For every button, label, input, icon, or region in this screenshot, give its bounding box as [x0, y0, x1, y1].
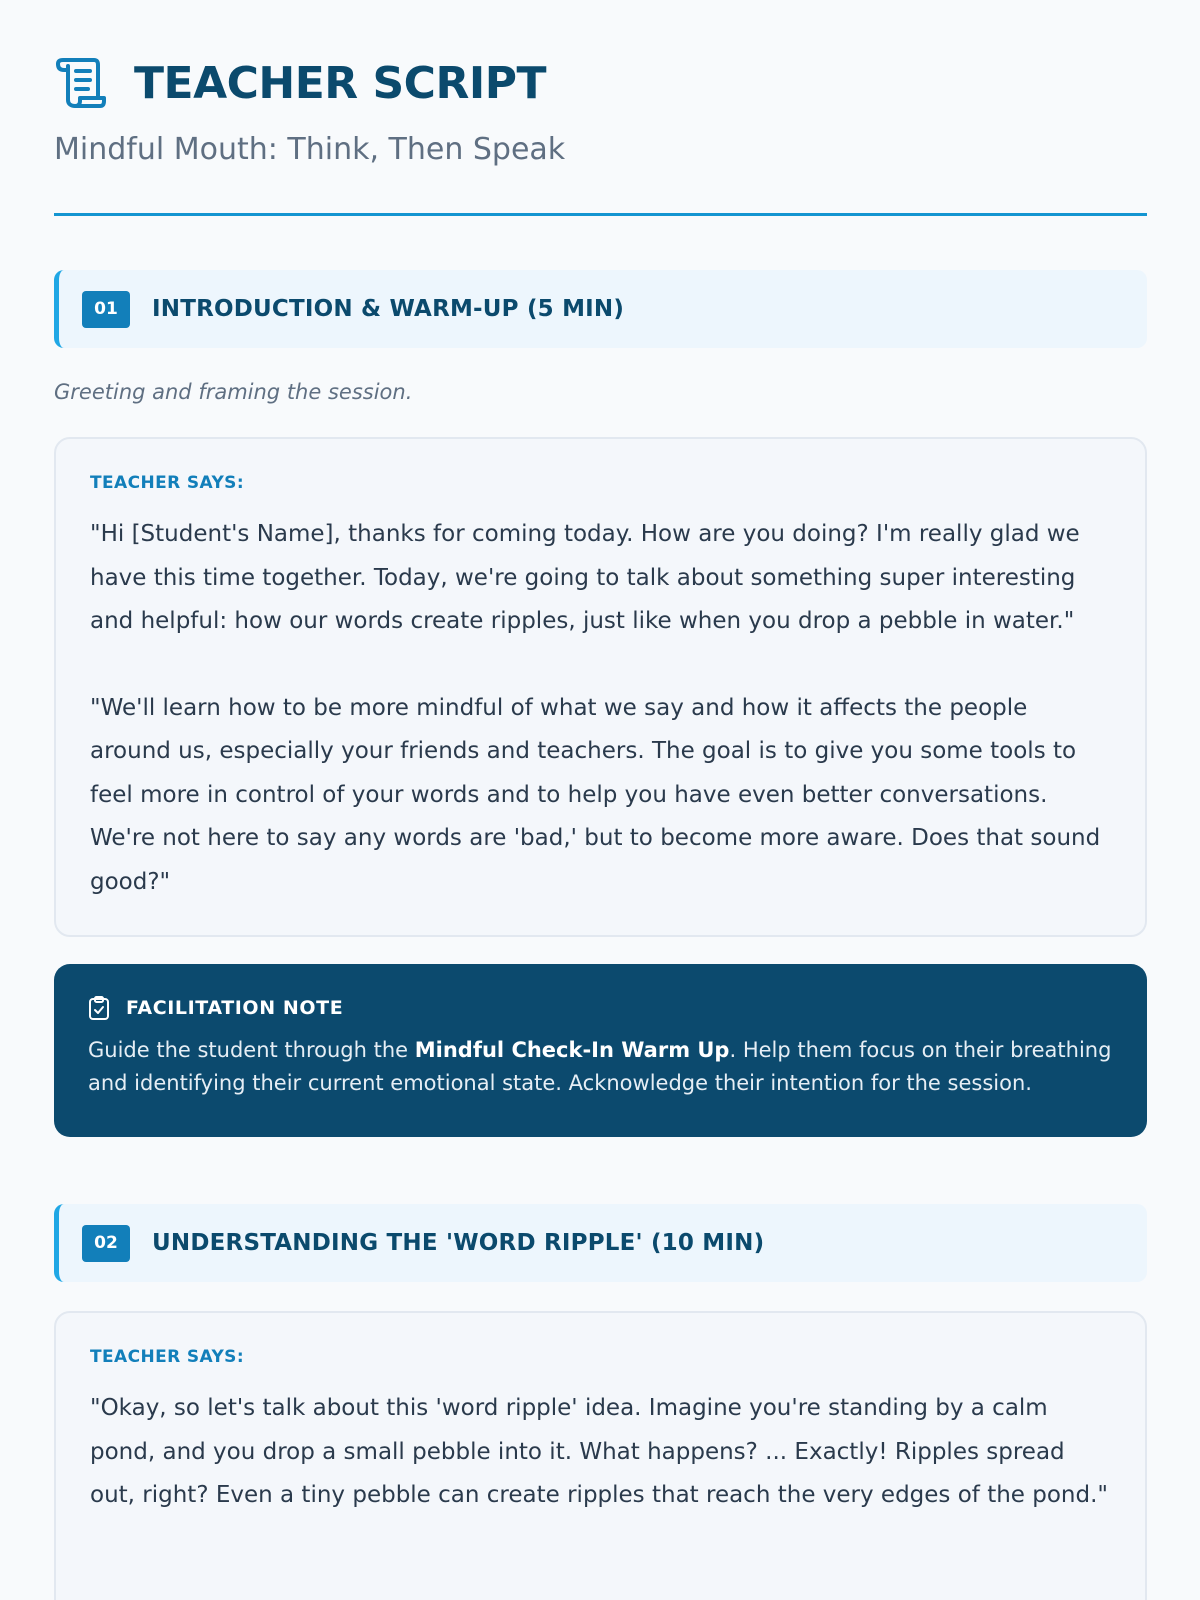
teacher-says-label: TEACHER SAYS: [90, 1347, 245, 1367]
teacher-says-box [54, 437, 1147, 937]
page-header [54, 50, 1147, 167]
teacher-says-box [54, 1311, 1147, 1600]
page-subtitle: Mindful Mouth: Think, Then Speak [54, 132, 566, 167]
section-header-intro [54, 270, 1147, 348]
section-number-badge: 01 [82, 291, 130, 328]
teacher-says-paragraph: "Hi [Student's Name], thanks for coming today. How are you doing? I'm really glad we have this time together. Today, we're going to talk about something super interesting and helpful: how our words create ripples, just like when you drop a pebble in water." [90, 521, 1080, 634]
clipboard-icon [88, 996, 110, 1020]
teacher-says-paragraph: "We'll learn how to be more mindful of what we say and how it affects the people around us, especially your friends and teachers. The goal is to give you some tools to feel more in control of your words and to help you have even better conversations. We're not here to say any words are 'bad,' but to become more aware. Does that sound good?" [90, 694, 1101, 895]
section-title: INTRODUCTION & WARM-UP (5 MIN) [152, 296, 625, 322]
teacher-says-label: TEACHER SAYS: [90, 473, 245, 493]
warm-up-activity-name: Mindful Check-In Warm Up [414, 1038, 730, 1062]
facilitation-note-label: FACILITATION NOTE [126, 997, 344, 1019]
section-title: UNDERSTANDING THE 'WORD RIPPLE' (10 MIN) [152, 1230, 765, 1256]
note-text-end: . Help them focus on their breathing and identifying their current emotional state. Acknowledge their intention for the session. [88, 1038, 1112, 1095]
header-divider [54, 213, 1147, 216]
page-title: TEACHER SCRIPT [134, 57, 546, 109]
title-row [54, 50, 1147, 116]
scroll-icon [54, 58, 106, 108]
section-number-badge: 02 [82, 1225, 130, 1262]
note-text-start: Guide the student through the [88, 1038, 415, 1062]
section-header-word-ripple [54, 1204, 1147, 1282]
facilitation-note-header [88, 996, 1113, 1020]
facilitation-note-text [88, 1034, 1113, 1100]
section-description: Greeting and framing the session. [54, 380, 413, 404]
teacher-says-paragraph: "Okay, so let's talk about this 'word ripple' idea. Imagine you're standing by a calm pond, and you drop a small pebble into it. What happens? ... Exactly! Ripples spread out, right? Even a tiny pebble can create ripples that reach the very edges of the pond." [90, 1395, 1108, 1508]
facilitation-note-box [54, 964, 1147, 1137]
